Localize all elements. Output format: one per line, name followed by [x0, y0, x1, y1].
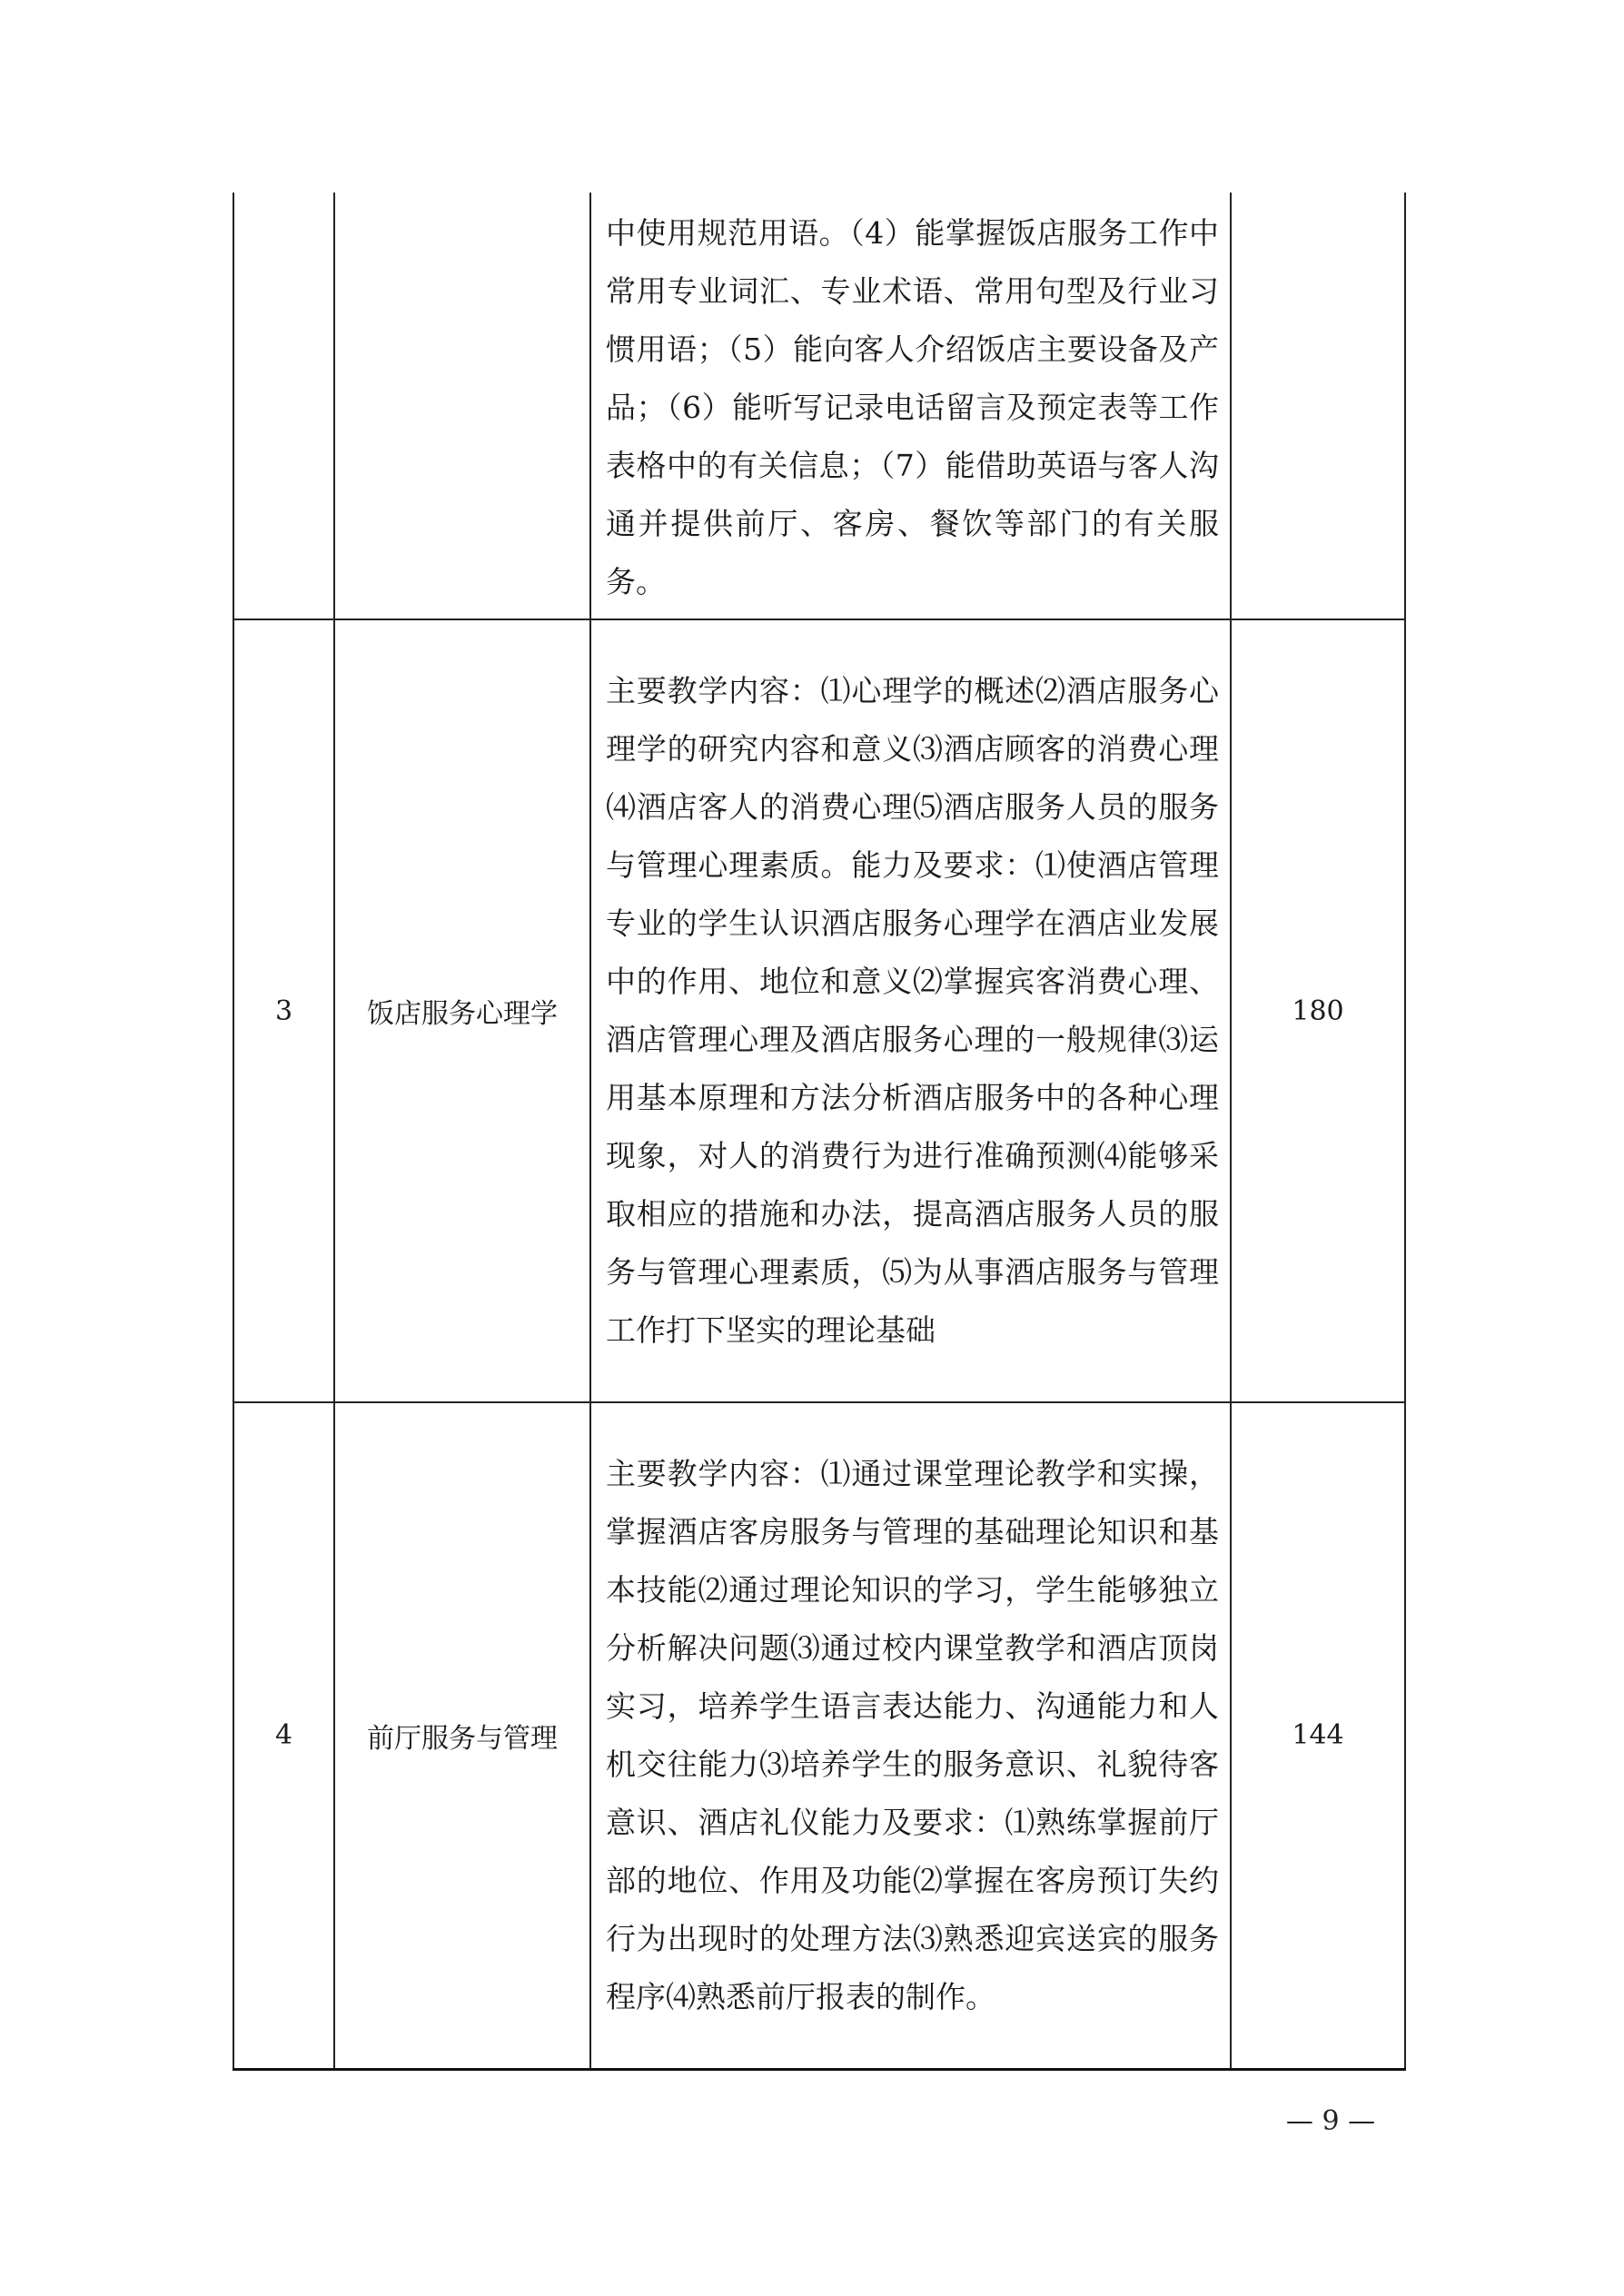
- row-number-cell: 3: [233, 619, 334, 1402]
- course-description-cell: 主要教学内容：⑴通过课堂理论教学和实操，掌握酒店客房服务与管理的基础理论知识和基本技能⑵通过理论知识的学习，学生能够独立分析解决问题⑶通过校内课堂教学和酒店顶岗实习，培养学生语言表达能力、沟通能力和人机交往能力⑶培养学生的服务意识、礼貌待客意识、酒店礼仪能力及要求：⑴熟练掌握前厅部的地位、作用及功能⑵掌握在客房预订失约行为出现时的处理方法⑶熟悉迎宾送宾的服务程序⑷熟悉前厅报表的制作。: [590, 1402, 1231, 2069]
- course-name-cell: 饭店服务心理学: [334, 619, 590, 1402]
- course-table: [233, 193, 1406, 2071]
- table-row: [233, 619, 1405, 1402]
- course-description-cell: 中使用规范用语。（4）能掌握饭店服务工作中常用专业词汇、专业术语、常用句型及行业习惯用语；（5）能向客人介绍饭店主要设备及产品；（6）能听写记录电话留言及预定表等工作表格中的有关信息；（7）能借助英语与客人沟通并提供前厅、客房、餐饮等部门的有关服务。: [590, 193, 1231, 619]
- course-name-cell: [334, 193, 590, 619]
- course-name-cell: 前厅服务与管理: [334, 1402, 590, 2069]
- course-hours-cell: 180: [1231, 619, 1405, 1402]
- table-row: [233, 1402, 1405, 2069]
- row-number-cell: 4: [233, 1402, 334, 2069]
- course-hours-cell: [1231, 193, 1405, 619]
- page-number: — 9 —: [1285, 2105, 1376, 2137]
- course-hours-cell: 144: [1231, 1402, 1405, 2069]
- row-number-cell: [233, 193, 334, 619]
- table-row: [233, 193, 1405, 619]
- course-description-cell: 主要教学内容：⑴心理学的概述⑵酒店服务心理学的研究内容和意义⑶酒店顾客的消费心理⑷酒店客人的消费心理⑸酒店服务人员的服务与管理心理素质。能力及要求：⑴使酒店管理专业的学生认识酒店服务心理学在酒店业发展中的作用、地位和意义⑵掌握宾客消费心理、酒店管理心理及酒店服务心理的一般规律⑶运用基本原理和方法分析酒店服务中的各种心理现象，对人的消费行为进行准确预测⑷能够采取相应的措施和办法，提高酒店服务人员的服务与管理心理素质，⑸为从事酒店服务与管理工作打下坚实的理论基础: [590, 619, 1231, 1402]
